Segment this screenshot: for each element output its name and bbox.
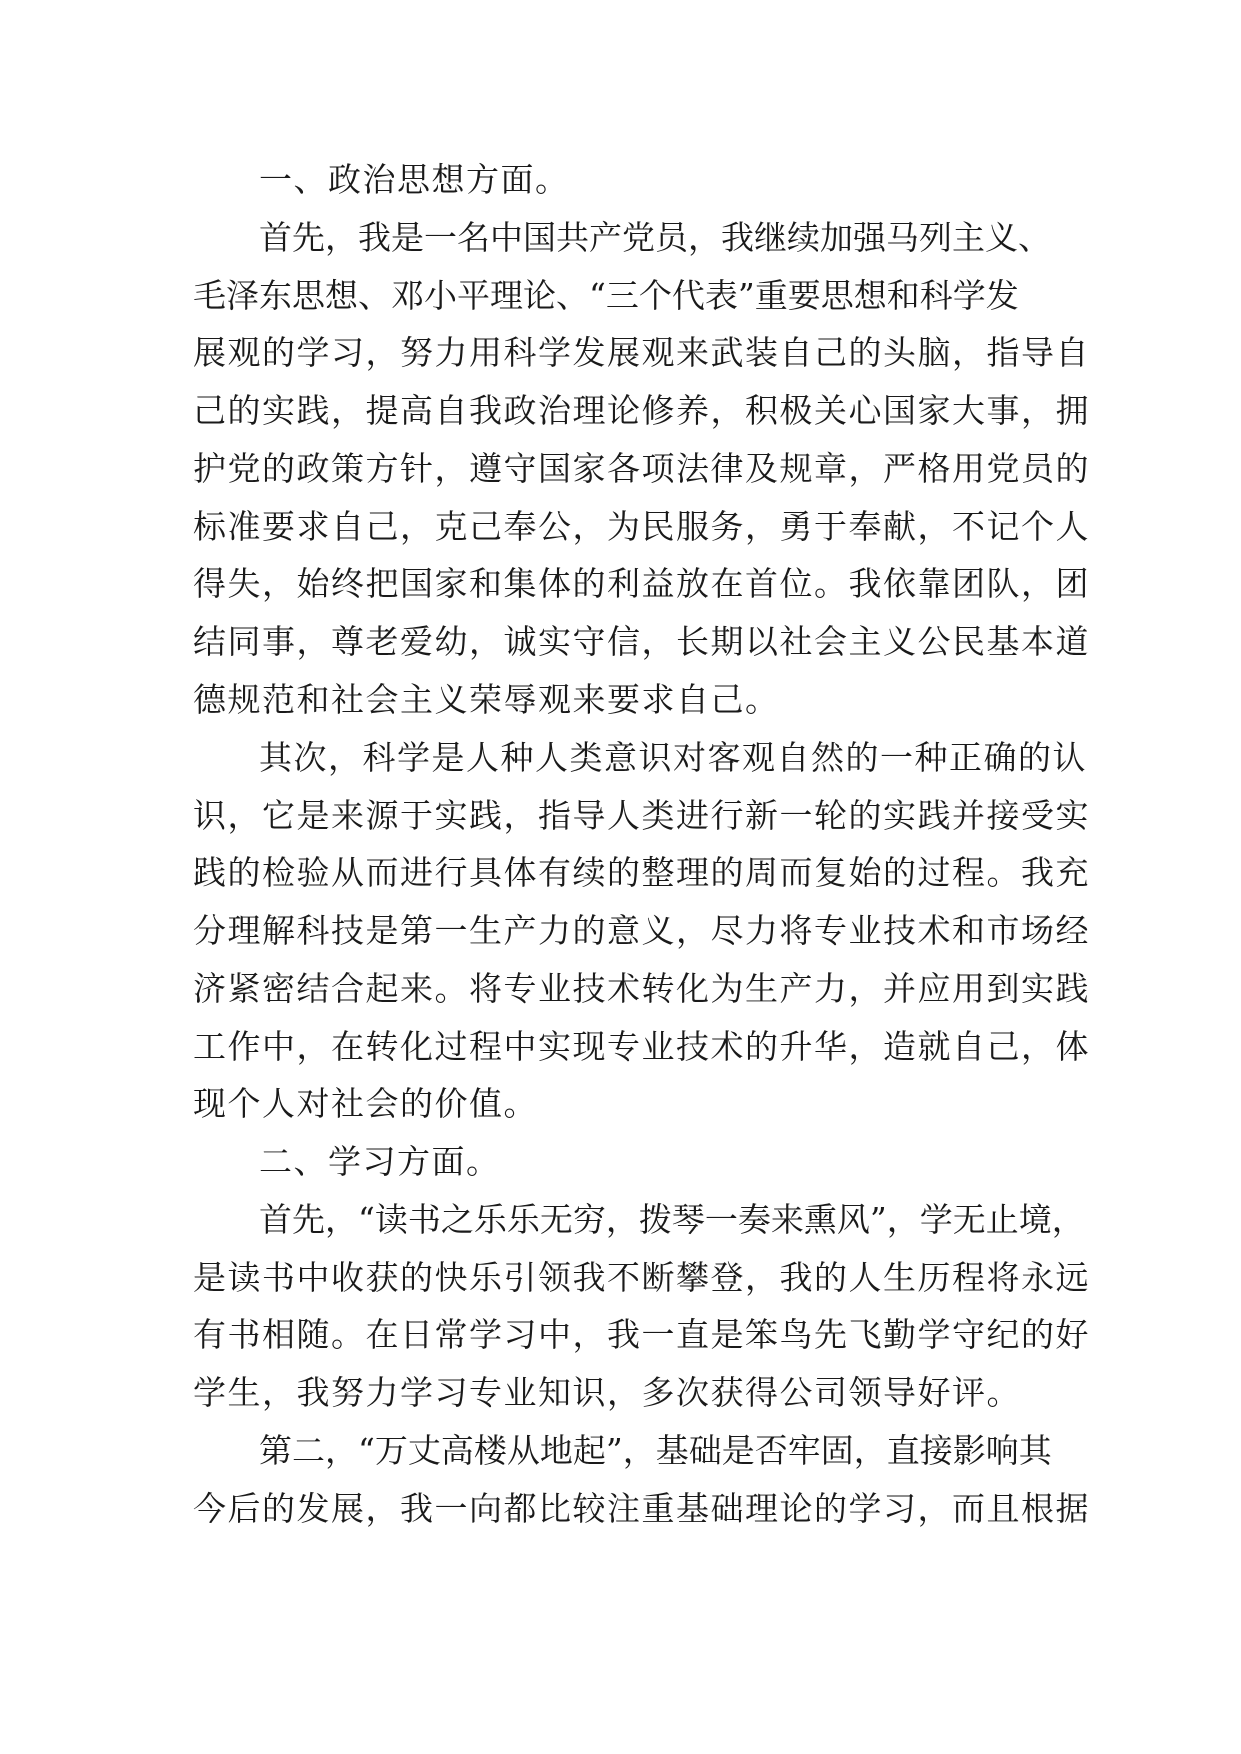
- text-line: 今后的发展，我一向都比较注重基础理论的学习，而且根据: [193, 1489, 1090, 1528]
- text-line: 结同事，尊老爱幼，诚实守信，长期以社会主义公民基本道: [193, 622, 1090, 661]
- text-line: 第二，“万丈高楼从地起”，基础是否牢固，直接影响其: [259, 1431, 1052, 1470]
- text-line: 展观的学习，努力用科学发展观来武装自己的头脑，指导自: [193, 333, 1090, 372]
- heading-study: 二、学习方面。: [259, 1142, 501, 1181]
- text-line: 识，它是来源于实践，指导人类进行新一轮的实践并接受实: [193, 796, 1090, 835]
- text-line: 是读书中收获的快乐引领我不断攀登，我的人生历程将永远: [193, 1258, 1090, 1297]
- text-line: 践的检验从而进行具体有续的整理的周而复始的过程。我充: [193, 853, 1090, 892]
- text-line: 有书相随。在日常学习中，我一直是笨鸟先飞勤学守纪的好: [193, 1315, 1090, 1354]
- text-line: 首先，我是一名中国共产党员，我继续加强马列主义、: [259, 218, 1051, 257]
- text-line: 标准要求自己，克己奉公，为民服务，勇于奉献，不记个人: [193, 507, 1090, 546]
- text-line: 德规范和社会主义荣辱观来要求自己。: [193, 680, 780, 719]
- text-line: 己的实践，提高自我政治理论修养，积极关心国家大事，拥: [193, 391, 1090, 430]
- text-line: 分理解科技是第一生产力的意义，尽力将专业技术和市场经: [193, 911, 1090, 950]
- text-line: 学生，我努力学习专业知识，多次获得公司领导好评。: [193, 1373, 1021, 1412]
- text-line: 毛泽东思想、邓小平理论、“三个代表”重要思想和科学发: [193, 276, 1019, 315]
- heading-political: 一、政治思想方面。: [259, 160, 570, 199]
- text-line: 济紧密结合起来。将专业技术转化为生产力，并应用到实践: [193, 969, 1090, 1008]
- text-line: 工作中，在转化过程中实现专业技术的升华，造就自己，体: [193, 1027, 1090, 1066]
- text-line: 得失，始终把国家和集体的利益放在首位。我依靠团队，团: [193, 564, 1090, 603]
- text-line: 现个人对社会的价值。: [193, 1084, 538, 1123]
- text-line: 其次，科学是人种人类意识对客观自然的一种正确的认: [259, 738, 1087, 777]
- text-line: 护党的政策方针，遵守国家各项法律及规章，严格用党员的: [193, 449, 1090, 488]
- text-line: 首先，“读书之乐乐无穷，拨琴一奏来熏风”，学无止境，: [259, 1200, 1085, 1239]
